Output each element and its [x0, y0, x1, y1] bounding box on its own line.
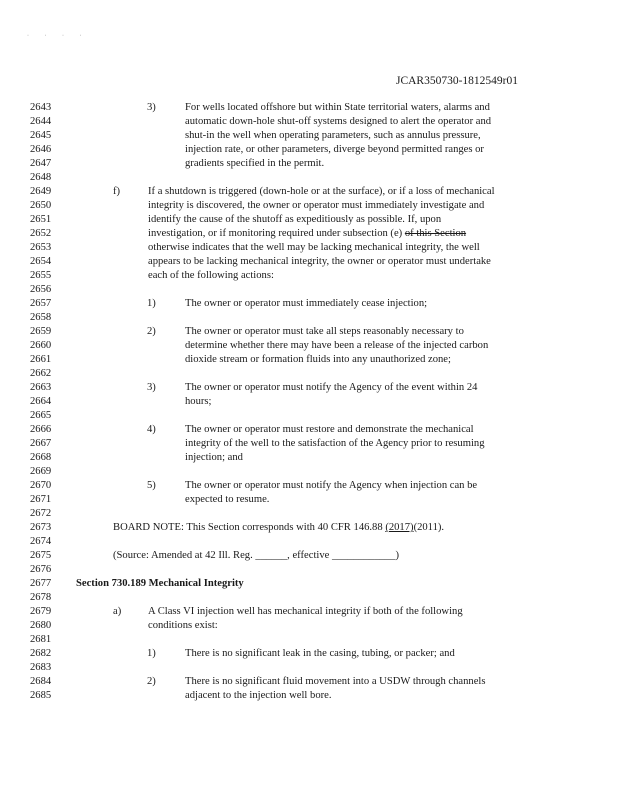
line-number: 2671 [30, 494, 52, 505]
source-note: (Source: Amended at 42 Ill. Reg. ______, effective ____________) [113, 550, 400, 561]
line-text: The owner or operator must notify the Agency of the event within 24 [185, 382, 478, 393]
line-number: 2681 [30, 634, 52, 645]
line [0, 298, 618, 312]
line-text: injection rate, or other parameters, diverge beyond permitted ranges or [185, 144, 484, 155]
item-label: 4) [147, 424, 156, 435]
line-text: each of the following actions: [148, 270, 274, 281]
line-number: 2660 [30, 340, 52, 351]
line [0, 326, 618, 340]
line-number: 2678 [30, 592, 52, 603]
line-number: 2670 [30, 480, 52, 491]
line-number: 2668 [30, 452, 52, 463]
line [0, 648, 618, 662]
line-text-part: (2011). [413, 522, 445, 533]
line-number: 2654 [30, 256, 52, 267]
line-text: otherwise indicates that the well may be lacking mechanical integrity, the well [148, 242, 480, 253]
line [0, 354, 618, 368]
scan-specks: · · · · [27, 33, 89, 39]
item-label: 2) [147, 676, 156, 687]
line-number: 2656 [30, 284, 52, 295]
inserted-text: (2017) [385, 522, 414, 533]
line [0, 312, 618, 326]
line [0, 522, 618, 536]
line [0, 550, 618, 564]
line [0, 396, 618, 410]
item-label: 2) [147, 326, 156, 337]
line [0, 662, 618, 676]
line-number: 2674 [30, 536, 52, 547]
line-text: appears to be lacking mechanical integrity, the owner or operator must undertake [148, 256, 491, 267]
line-number: 2655 [30, 270, 52, 281]
line-number: 2659 [30, 326, 52, 337]
line [0, 480, 618, 494]
line-text: The owner or operator must take all steps reasonably necessary to [185, 326, 464, 337]
line [0, 536, 618, 550]
line-number: 2667 [30, 438, 52, 449]
line-text: integrity of the well to the satisfaction of the Agency prior to resuming [185, 438, 485, 449]
line-number: 2650 [30, 200, 52, 211]
line [0, 116, 618, 130]
line [0, 368, 618, 382]
line-number: 2651 [30, 214, 52, 225]
line-text: gradients specified in the permit. [185, 158, 325, 169]
line-number: 2669 [30, 466, 52, 477]
item-label: 5) [147, 480, 156, 491]
line-number: 2652 [30, 228, 52, 239]
line [0, 242, 618, 256]
line-number: 2662 [30, 368, 52, 379]
line [0, 438, 618, 452]
line-number: 2657 [30, 298, 52, 309]
line-number: 2682 [30, 648, 52, 659]
line-number: 2677 [30, 578, 52, 589]
line [0, 144, 618, 158]
line [0, 620, 618, 634]
line-text: identify the cause of the shutoff as expeditiously as possible. If, upon [148, 214, 442, 225]
line-text: If a shutdown is triggered (down-hole or at the surface), or if a loss of mechanical [148, 186, 495, 197]
line-number: 2665 [30, 410, 52, 421]
line-number: 2653 [30, 242, 52, 253]
line [0, 214, 618, 228]
line-number: 2647 [30, 158, 52, 169]
line [0, 494, 618, 508]
board-note [113, 522, 444, 533]
line-text-part: BOARD NOTE: This Section corresponds with 40 CFR 146.88 [113, 522, 386, 533]
line-number: 2645 [30, 130, 52, 141]
line-text: shut-in the well when operating parameters, such as annulus pressure, [185, 130, 481, 141]
line-text: automatic down-hole shut-off systems designed to alert the operator and [185, 116, 492, 127]
line [0, 256, 618, 270]
item-label: a) [113, 606, 122, 617]
line-number: 2649 [30, 186, 52, 197]
line [0, 130, 618, 144]
line-text: The owner or operator must immediately cease injection; [185, 298, 428, 309]
line-text: conditions exist: [148, 620, 218, 631]
line-text: determine whether there may have been a release of the injected carbon [185, 340, 489, 351]
line [0, 606, 618, 620]
item-label: f) [113, 186, 121, 197]
line-number: 2685 [30, 690, 52, 701]
line-number: 2683 [30, 662, 52, 673]
line [0, 158, 618, 172]
line-number: 2644 [30, 116, 52, 127]
line-text: The owner or operator must restore and demonstrate the mechanical [185, 424, 474, 435]
line [0, 578, 618, 592]
line-number: 2675 [30, 550, 52, 561]
line-number: 2666 [30, 424, 52, 435]
deleted-text: of this Section [404, 228, 467, 239]
line [0, 102, 618, 116]
line [0, 270, 618, 284]
line-number: 2664 [30, 396, 52, 407]
line [0, 592, 618, 606]
line-number: 2673 [30, 522, 52, 533]
item-label: 3) [147, 382, 156, 393]
line-number: 2676 [30, 564, 52, 575]
document-id: JCAR350730-1812549r01 [395, 75, 518, 87]
line-text: injection; and [185, 452, 243, 463]
line [0, 228, 618, 242]
line-number: 2684 [30, 676, 52, 687]
line-number: 2648 [30, 172, 52, 183]
item-label: 1) [147, 648, 156, 659]
line-number: 2646 [30, 144, 52, 155]
section-heading: Section 730.189 Mechanical Integrity [76, 578, 244, 589]
line-text: A Class VI injection well has mechanical integrity if both of the following [148, 606, 463, 617]
line-text-part: investigation, or if monitoring required under subsection (e) [148, 228, 405, 239]
line-text: dioxide stream or formation fluids into any unauthorized zone; [185, 354, 451, 365]
line [0, 382, 618, 396]
line [0, 172, 618, 186]
line [0, 676, 618, 690]
line-number: 2663 [30, 382, 52, 393]
line-number: 2672 [30, 508, 52, 519]
line [0, 508, 618, 522]
line-text: hours; [185, 396, 212, 407]
line-text: There is no significant fluid movement into a USDW through channels [185, 676, 486, 687]
line [0, 186, 618, 200]
item-label: 3) [147, 102, 156, 113]
line-number: 2679 [30, 606, 52, 617]
line-text: There is no significant leak in the casing, tubing, or packer; and [185, 648, 455, 659]
line [0, 564, 618, 578]
line [0, 200, 618, 214]
line-number: 2680 [30, 620, 52, 631]
line [0, 452, 618, 466]
line-text: For wells located offshore but within State territorial waters, alarms and [185, 102, 490, 113]
line-number: 2661 [30, 354, 52, 365]
line-number: 2643 [30, 102, 52, 113]
line-text: The owner or operator must notify the Agency when injection can be [185, 480, 478, 491]
line [0, 690, 618, 704]
item-label: 1) [147, 298, 156, 309]
line-number: 2658 [30, 312, 52, 323]
line-text: adjacent to the injection well bore. [185, 690, 332, 701]
line [0, 424, 618, 438]
line [0, 284, 618, 298]
line [0, 634, 618, 648]
line-text [148, 228, 466, 239]
line [0, 340, 618, 354]
line-text: expected to resume. [185, 494, 270, 505]
line [0, 466, 618, 480]
line [0, 410, 618, 424]
line-text: integrity is discovered, the owner or operator must immediately investigate and [148, 200, 485, 211]
